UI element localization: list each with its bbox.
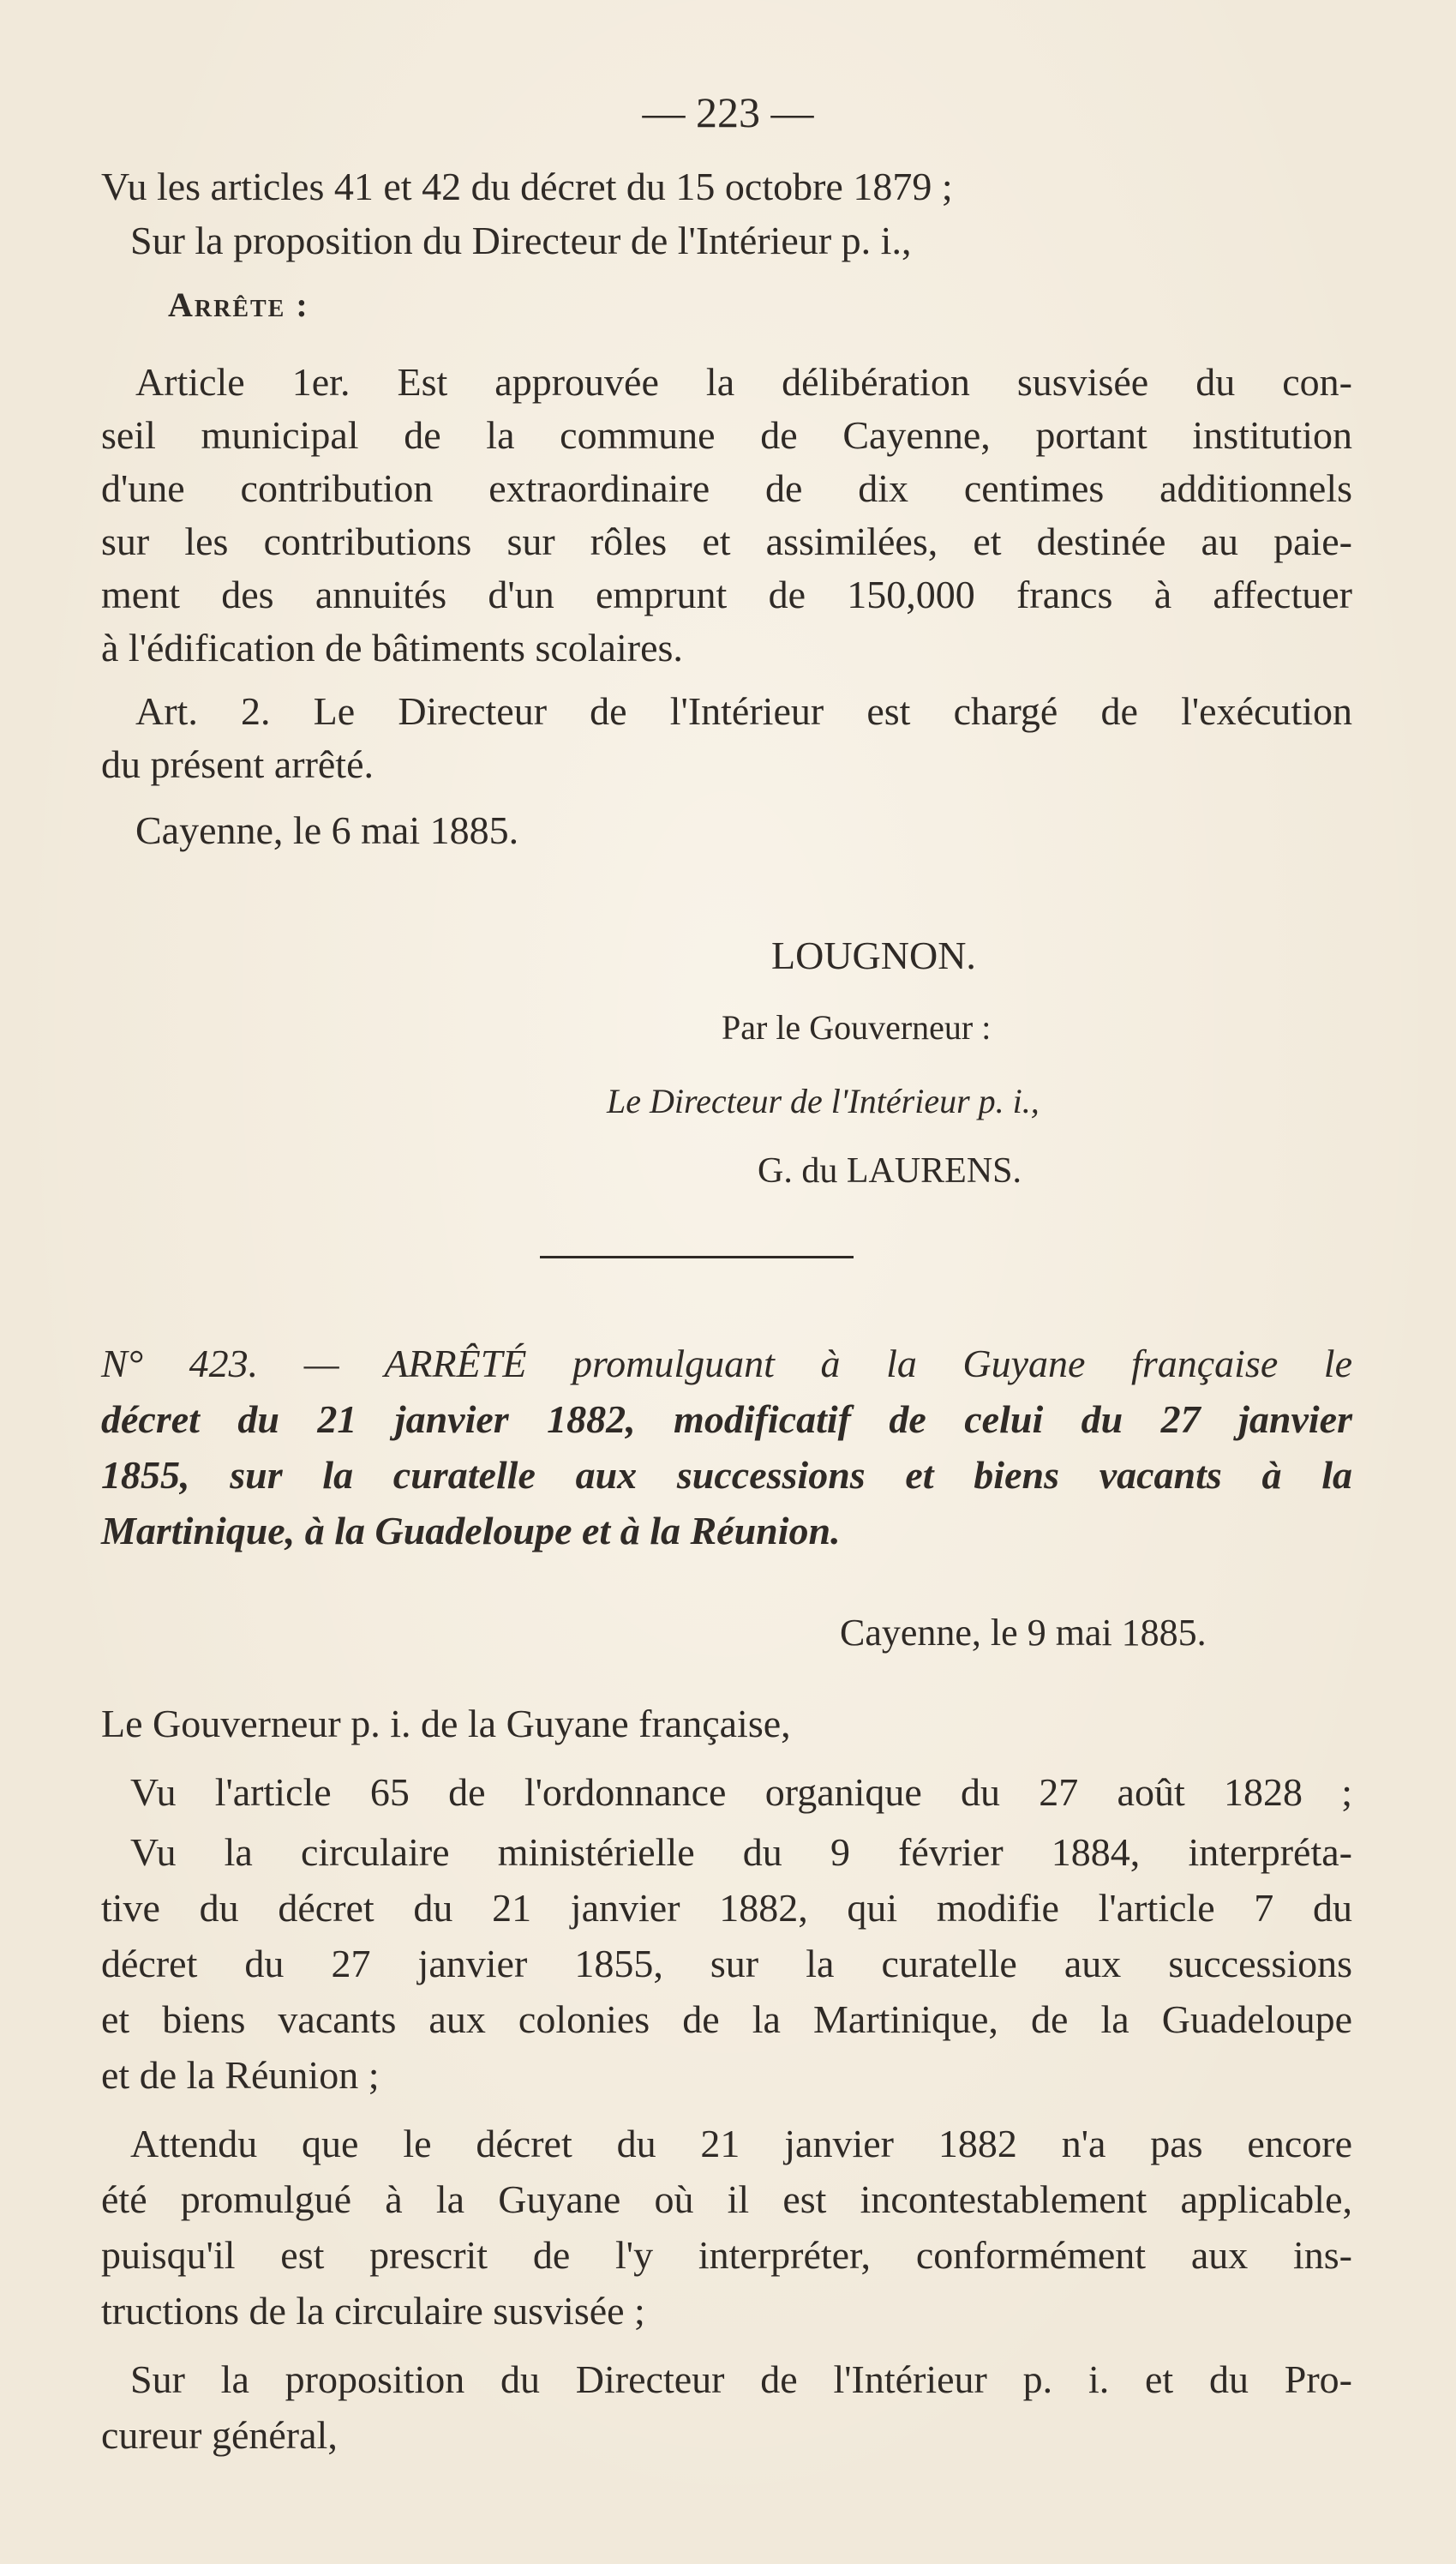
text-line: Vu la circulaire ministérielle du 9 février 1884, interpréta- [130, 1830, 1352, 1874]
text-line: Vu l'article 65 de l'ordonnance organique du 27 août 1828 ; [130, 1770, 1352, 1814]
text-line: Vu les articles 41 et 42 du décret du 15 octobre 1879 ; [101, 165, 953, 208]
text-line: du présent arrêté. [101, 742, 374, 786]
section-divider [540, 1256, 854, 1258]
text-line: Attendu que le décret du 21 janvier 1882 n'a pas encore [130, 2122, 1352, 2165]
signature-name: G. du LAURENS. [758, 1151, 1022, 1191]
text-line: puisqu'il est prescrit de l'y interpréter, conformément aux ins- [101, 2233, 1352, 2277]
decree-title-line: décret du 21 janvier 1882, modificatif de celui du 27 janvier [101, 1397, 1352, 1441]
text-line: seil municipal de la commune de Cayenne, portant institution [101, 413, 1352, 457]
text-line: et biens vacants aux colonies de la Martinique, de la Guadeloupe [101, 1997, 1352, 2041]
text-line: ment des annuités d'un emprunt de 150,000 francs à affectuer [101, 573, 1352, 616]
text-line: Sur la proposition du Directeur de l'Intérieur p. i. et du Pro- [130, 2357, 1352, 2401]
text-line: Le Gouverneur p. i. de la Guyane française, [101, 1702, 791, 1745]
text-line: sur les contributions sur rôles et assimilées, et destinée au paie- [101, 519, 1352, 563]
text-line: tive du décret du 21 janvier 1882, qui modifie l'article 7 du [101, 1886, 1352, 1930]
text-line: cureur général, [101, 2413, 338, 2457]
text-line: décret du 27 janvier 1855, sur la curatelle aux successions [101, 1942, 1352, 1985]
text-line: Art. 2. Le Directeur de l'Intérieur est chargé de l'exécution [135, 689, 1352, 733]
text-line: et de la Réunion ; [101, 2053, 380, 2097]
page-number: — 223 — [642, 88, 814, 136]
text-line: Article 1er. Est approuvée la délibération susvisée du con- [135, 360, 1352, 404]
text-line: à l'édification de bâtiments scolaires. [101, 626, 683, 670]
text-line: Sur la proposition du Directeur de l'Intérieur p. i., [130, 219, 912, 262]
signature-governor: LOUGNON. [771, 934, 976, 977]
decree-dateline: Cayenne, le 9 mai 1885. [840, 1612, 1207, 1654]
decree-title-line: 1855, sur la curatelle aux successions et biens vacants à la [101, 1453, 1352, 1497]
text-line: été promulgué à la Guyane où il est incontestablement applicable, [101, 2177, 1352, 2221]
signature-by-line: Par le Gouverneur : [722, 1008, 992, 1047]
text-line: tructions de la circulaire susvisée ; [101, 2289, 645, 2333]
decree-title-line: N° 423. — ARRÊTÉ promulguant à la Guyane française le [101, 1342, 1352, 1385]
arrete-heading: Arrête : [168, 285, 309, 324]
text-line: d'une contribution extraordinaire de dix centimes additionnels [101, 466, 1352, 510]
signature-role: Le Directeur de l'Intérieur p. i., [607, 1082, 1040, 1120]
decree-title-line: Martinique, à la Guadeloupe et à la Réunion. [101, 1509, 841, 1552]
dateline: Cayenne, le 6 mai 1885. [135, 808, 519, 852]
